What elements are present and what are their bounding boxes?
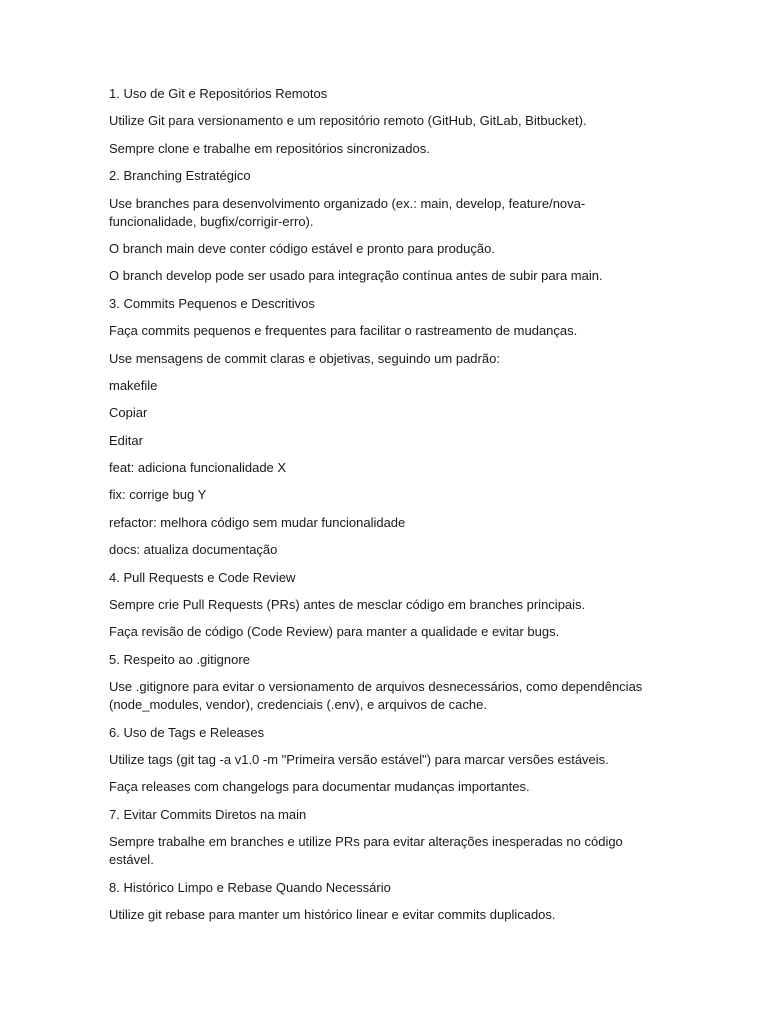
paragraph: Utilize Git para versionamento e um repositório remoto (GitHub, GitLab, Bitbucket). xyxy=(109,113,587,129)
paragraph: Faça commits pequenos e frequentes para facilitar o rastreamento de mudanças. xyxy=(109,323,578,339)
edit-label: Editar xyxy=(109,432,143,448)
paragraph: Utilize git rebase para manter um histórico linear e evitar commits duplicados. xyxy=(109,906,556,922)
paragraph: Utilize tags (git tag -a v1.0 -m "Primeira versão estável") para marcar versões estáveis. xyxy=(109,751,609,767)
copy-label: Copiar xyxy=(109,405,148,421)
document-body xyxy=(109,85,649,933)
section-heading-gitignore: 5. Respeito ao .gitignore xyxy=(109,651,250,667)
commit-example: refactor: melhora código sem mudar funcionalidade xyxy=(109,514,406,530)
section-heading-tags-releases: 6. Uso de Tags e Releases xyxy=(109,724,265,740)
section-heading-branching: 2. Branching Estratégico xyxy=(109,168,251,184)
paragraph: Sempre clone e trabalhe em repositórios sincronizados. xyxy=(109,140,430,156)
code-block-language-label: makefile xyxy=(109,377,158,393)
commit-example: docs: atualiza documentação xyxy=(109,542,278,558)
paragraph: Faça revisão de código (Code Review) para manter a qualidade e evitar bugs. xyxy=(109,624,560,640)
commit-example: feat: adiciona funcionalidade X xyxy=(109,460,287,476)
section-heading-commits: 3. Commits Pequenos e Descritivos xyxy=(109,295,315,311)
paragraph: O branch develop pode ser usado para integração contínua antes de subir para main. xyxy=(109,268,603,284)
paragraph: O branch main deve conter código estável e pronto para produção. xyxy=(109,240,495,256)
paragraph: Use branches para desenvolvimento organizado (ex.: main, develop, feature/nova-funcionalidade, bugfix/corrigir-erro). xyxy=(109,195,586,229)
paragraph: Use .gitignore para evitar o versionamento de arquivos desnecessários, como dependências (node_modules, vendor), credenciais (.env), e arquivos de cache. xyxy=(109,679,643,713)
paragraph: Sempre crie Pull Requests (PRs) antes de mesclar código em branches principais. xyxy=(109,597,586,613)
paragraph: Sempre trabalhe em branches e utilize PRs para evitar alterações inesperadas no código estável. xyxy=(109,834,623,868)
section-heading-direct-commits: 7. Evitar Commits Diretos na main xyxy=(109,806,307,822)
section-heading-git-remote: 1. Uso de Git e Repositórios Remotos xyxy=(109,86,328,101)
commit-example: fix: corrige bug Y xyxy=(109,487,207,503)
paragraph: Use mensagens de commit claras e objetivas, seguindo um padrão: xyxy=(109,350,500,366)
section-heading-rebase: 8. Histórico Limpo e Rebase Quando Necessário xyxy=(109,879,391,895)
section-heading-pull-requests: 4. Pull Requests e Code Review xyxy=(109,569,296,585)
paragraph: Faça releases com changelogs para documentar mudanças importantes. xyxy=(109,779,530,795)
